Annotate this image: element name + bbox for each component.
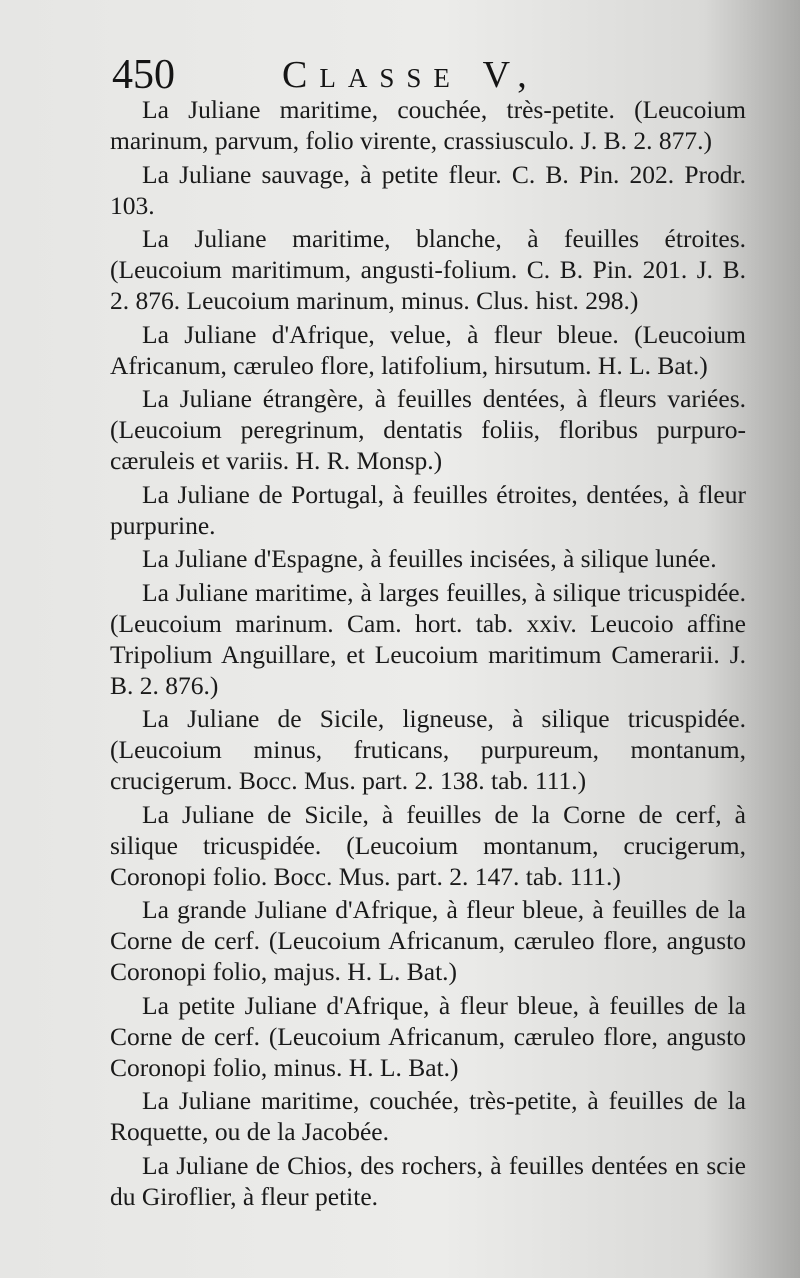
page-number: 450 [112,52,175,98]
entry-11: La grande Juliane d'Afrique, à fleur bleue, à feuilles de la Corne de cerf. (Leucoium Africanum, cæruleo flore, angusto Coronopi folio, majus. H. L. Bat.) [110,895,746,986]
entry-1: La Juliane maritime, couchée, très-petite. (Leucoium marinum, parvum, folio virente, crassiusculo. J. B. 2. 877.) [110,95,746,155]
entry-9: La Juliane de Sicile, ligneuse, à silique tricuspidée. (Leucoium minus, fruticans, purpureum, montanum, crucigerum. Bocc. Mus. part. 2. 138. tab. 111.) [110,704,746,795]
entry-3: La Juliane maritime, blanche, à feuilles étroites. (Leucoium maritimum, angusti-folium. C. B. Pin. 201. J. B. 2. 876. Leucoium marinum, minus. Clus. hist. 298.) [110,224,746,315]
entry-5: La Juliane étrangère, à feuilles dentées, à fleurs variées. (Leucoium peregrinum, dentatis foliis, floribus purpuro-cæruleis et variis. H. R. Monsp.) [110,384,746,475]
body-text [110,94,746,1214]
entry-4: La Juliane d'Afrique, velue, à fleur bleue. (Leucoium Africanum, cæruleo flore, latifolium, hirsutum. H. L. Bat.) [110,319,746,380]
entry-7: La Juliane d'Espagne, à feuilles incisées, à silique lunée. [142,544,717,573]
entry-6: La Juliane de Portugal, à feuilles étroites, dentées, à fleur purpurine. [110,479,746,540]
entry-14: La Juliane de Chios, des rochers, à feuilles dentées en scie du Giroflier, à fleur petite. [110,1150,746,1211]
entry-2: La Juliane sauvage, à petite fleur. C. B. Pin. 202. Prodr. 103. [110,159,746,220]
entry-8: La Juliane maritime, à larges feuilles, à silique tricuspidée. (Leucoium marinum. Cam. hort. tab. xxiv. Leucoio affine Tripolium Anguillare, et Leucoium maritimum Camerarii. J. B. 2. 876.) [110,577,746,700]
entry-12: La petite Juliane d'Afrique, à fleur bleue, à feuilles de la Corne de cerf. (Leucoium Africanum, cæruleo flore, angusto Coronopi folio, minus. H. L. Bat.) [110,990,746,1082]
entry-13: La Juliane maritime, couchée, très-petite, à feuilles de la Roquette, ou de la Jacobée. [110,1086,746,1146]
page-header [112,50,752,100]
entry-10: La Juliane de Sicile, à feuilles de la Corne de cerf, à silique tricuspidée. (Leucoium montanum, crucigerum, Coronopi folio. Bocc. Mus. part. 2. 147. tab. 111.) [110,799,746,891]
running-title: Classe V, [282,54,539,96]
